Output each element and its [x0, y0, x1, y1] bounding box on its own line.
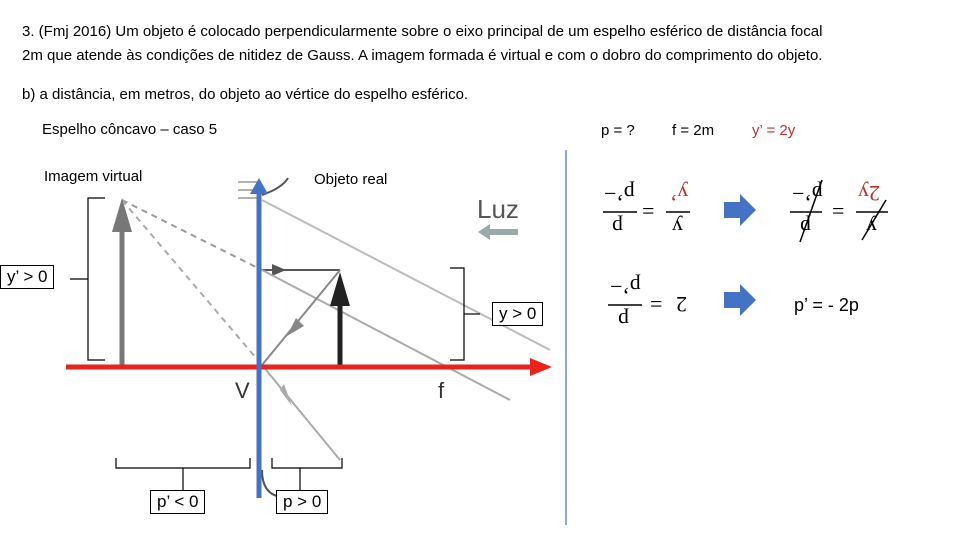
- eq2-den-left: p: [800, 215, 811, 240]
- image-label: Imagem virtual: [44, 168, 143, 185]
- arrow-icon-1: [724, 194, 756, 226]
- ray-center: [262, 270, 340, 365]
- ray-vertex: [262, 365, 340, 460]
- eq3-num-left: p’−: [610, 274, 641, 299]
- eq1-den-left: p: [612, 215, 623, 240]
- subquestion-text: b) a distância, em metros, do objeto ao vértice do espelho esférico.: [22, 86, 469, 103]
- light-label: Luz: [477, 194, 519, 224]
- light-arrow-icon: [478, 224, 518, 240]
- y-box: y > 0: [492, 302, 543, 326]
- eq2-den-right: y: [866, 215, 877, 240]
- bracket-p-prime: [116, 458, 250, 468]
- mirror-line-arrowhead: [250, 178, 268, 194]
- eq1-num-left: p’−: [604, 181, 635, 206]
- eq1-num-right: y’: [670, 181, 689, 206]
- image-arrow-head: [112, 198, 132, 232]
- focus-label: f: [438, 378, 445, 403]
- eq2-num-right: 2y: [858, 181, 880, 206]
- ray-through-focus: [262, 270, 510, 400]
- bracket-p: [272, 458, 342, 468]
- ray-arrowhead: [272, 264, 286, 276]
- given-y-prime: y’ = 2y: [752, 122, 796, 139]
- object-label: Objeto real: [314, 171, 388, 188]
- principal-axis-arrowhead: [530, 358, 552, 376]
- eq2-equals: =: [832, 198, 845, 223]
- bracket-y: [450, 268, 464, 360]
- ray-center-arrowhead: [287, 318, 304, 336]
- eq3-equals: =: [650, 291, 663, 316]
- diagram-title: Espelho côncavo – caso 5: [42, 121, 218, 138]
- eq1-equals: =: [642, 198, 655, 223]
- question-line-1: 3. (Fmj 2016) Um objeto é colocado perpendicularmente sobre o eixo principal de um espelho esférico de distância focal: [22, 23, 823, 40]
- y-prime-box: y’ > 0: [0, 265, 54, 289]
- eq1-den-right: y: [672, 215, 683, 240]
- result-equation: p’ = - 2p: [794, 295, 859, 315]
- vertex-label: V: [235, 378, 250, 403]
- bracket-y-prime: [88, 198, 105, 360]
- arrow-icon-2: [724, 284, 756, 316]
- eq3-right: 2: [676, 292, 687, 317]
- given-f: f = 2m: [672, 122, 715, 139]
- ray-ext-1: [122, 200, 262, 270]
- eq2-num-left: p’−: [792, 181, 823, 206]
- p-prime-box: p’ < 0: [150, 490, 205, 514]
- ray-vertex-arrowhead: [280, 384, 292, 406]
- p-box: p > 0: [276, 490, 328, 514]
- ray-ext-2: [122, 200, 262, 365]
- question-line-2: 2m que atende às condições de nitidez de Gauss. A imagem formada é virtual e com o dobro do comprimento do objeto.: [22, 47, 823, 64]
- eq3-den-left: p: [618, 308, 629, 333]
- given-p: p = ?: [601, 122, 635, 139]
